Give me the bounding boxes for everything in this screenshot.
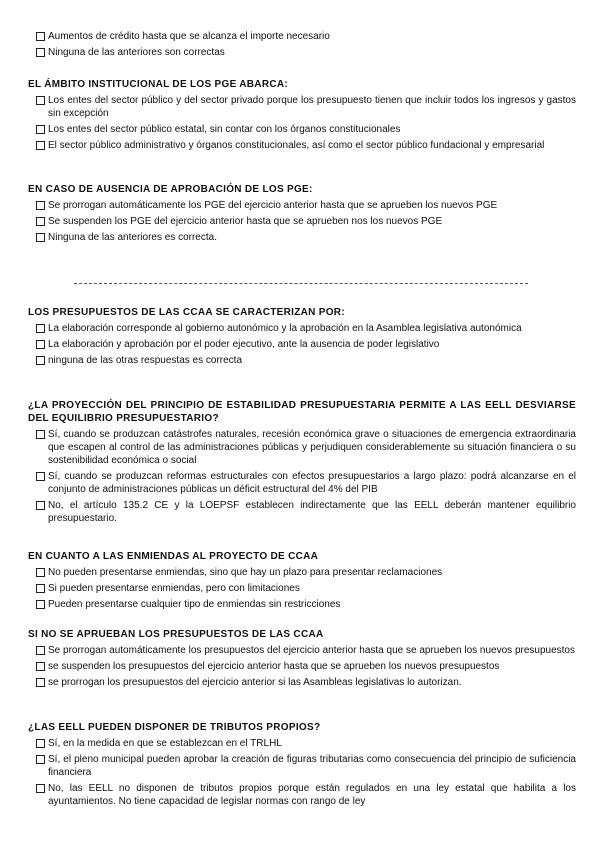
checkbox[interactable] <box>36 96 45 105</box>
option-text: Sí, cuando se produzcan catástrofes naturales, recesión económica grave o situaciones de emergencia extraordinaria que escapen al control de las administraciones públicas y perjudiquen considerablemente su situación financiera o su sostenibilidad económica o social <box>48 429 576 466</box>
checkbox[interactable] <box>36 217 45 226</box>
option-item <box>28 123 576 136</box>
question-title: EL ÁMBITO INSTITUCIONAL DE LOS PGE ABARCA: <box>28 79 289 90</box>
option-text: se suspenden los presupuestos del ejercicio anterior hasta que se aprueben los nuevos presupuestos <box>48 661 500 672</box>
checkbox[interactable] <box>36 584 45 593</box>
option-text: se prorrogan los presupuestos del ejercicio anterior si las Asambleas legislativas lo autorizan. <box>48 677 462 688</box>
top-options-block <box>28 30 576 62</box>
checkbox[interactable] <box>36 755 45 764</box>
top-options-list <box>28 30 576 59</box>
option-text: Ninguna de las anteriores son correctas <box>48 47 225 58</box>
checkbox[interactable] <box>36 430 45 439</box>
question-block <box>28 628 576 692</box>
checkbox[interactable] <box>36 646 45 655</box>
question-title: SI NO SE APRUEBAN LOS PRESUPUESTOS DE LAS CCAA <box>28 629 324 640</box>
option-item <box>28 753 576 779</box>
option-item <box>28 660 576 673</box>
option-text: Pueden presentarse cualquier tipo de enmiendas sin restricciones <box>48 599 341 610</box>
checkbox[interactable] <box>36 324 45 333</box>
checkbox[interactable] <box>36 233 45 242</box>
option-text: Ninguna de las anteriores es correcta. <box>48 232 217 243</box>
option-text: No, las EELL no disponen de tributos propios porque están regulados en una ley estatal que habilita a los ayuntamientos. No tiene capacidad de legislar normas con rango de ley <box>48 783 576 807</box>
option-item <box>28 30 576 43</box>
option-item <box>28 782 576 808</box>
option-text: ninguna de las otras respuestas es correcta <box>48 355 242 366</box>
option-text: No, el artículo 135.2 CE y la LOEPSF establecen indirectamente que las EELL deberán mantener equilibrio presupuestario. <box>48 500 576 524</box>
checkbox[interactable] <box>36 48 45 57</box>
option-item <box>28 598 576 611</box>
checkbox[interactable] <box>36 125 45 134</box>
option-item <box>28 582 576 595</box>
options-list <box>28 566 576 611</box>
option-item <box>28 199 576 212</box>
checkbox[interactable] <box>36 501 45 510</box>
checkbox[interactable] <box>36 568 45 577</box>
question-block <box>28 183 576 247</box>
option-text: La elaboración corresponde al gobierno autonómico y la aprobación en la Asamblea legislativa autonómica <box>48 323 522 334</box>
question-title: LOS PRESUPUESTOS DE LAS CCAA SE CARACTERIZAN POR: <box>28 307 345 318</box>
question-block <box>28 721 576 811</box>
option-item <box>28 94 576 120</box>
option-text: Los entes del sector público estatal, sin contar con los órganos constitucionales <box>48 124 401 135</box>
options-list <box>28 94 576 152</box>
checkbox[interactable] <box>36 600 45 609</box>
option-item <box>28 46 576 59</box>
options-list <box>28 644 576 689</box>
option-item <box>28 676 576 689</box>
checkbox[interactable] <box>36 739 45 748</box>
option-item <box>28 644 576 657</box>
option-text: Sí, el pleno municipal pueden aprobar la creación de figuras tributarias como consecuencia del principio de suficiencia financiera <box>48 754 576 778</box>
question-title: ¿LAS EELL PUEDEN DISPONER DE TRIBUTOS PROPIOS? <box>28 722 321 733</box>
option-text: Los entes del sector público y del sector privado porque los presupuesto tienen que incluir todos los ingresos y gastos sin excepción <box>48 95 576 119</box>
checkbox[interactable] <box>36 472 45 481</box>
checkbox[interactable] <box>36 784 45 793</box>
options-list <box>28 428 576 525</box>
option-item <box>28 338 576 351</box>
checkbox[interactable] <box>36 662 45 671</box>
option-item <box>28 215 576 228</box>
checkbox[interactable] <box>36 340 45 349</box>
option-text: El sector público administrativo y órganos constitucionales, así como el sector público fundacional y empresarial <box>48 140 545 151</box>
question-block <box>28 78 576 155</box>
checkbox[interactable] <box>36 201 45 210</box>
option-item <box>28 428 576 467</box>
options-list <box>28 737 576 808</box>
question-title: EN CUANTO A LAS ENMIENDAS AL PROYECTO DE CCAA <box>28 551 319 562</box>
checkbox[interactable] <box>36 141 45 150</box>
option-item <box>28 231 576 244</box>
options-list <box>28 322 576 367</box>
option-text: La elaboración y aprobación por el poder ejecutivo, ante la ausencia de poder legislativo <box>48 339 440 350</box>
option-item <box>28 566 576 579</box>
option-item <box>28 737 576 750</box>
question-block <box>28 306 576 370</box>
question-title: ¿LA PROYECCIÓN DEL PRINCIPIO DE ESTABILIDAD PRESUPUESTARIA PERMITE A LAS EELL DESVIARSE DEL EQUILIBRIO PRESUPUESTARIO? <box>28 400 576 424</box>
option-item <box>28 499 576 525</box>
checkbox[interactable] <box>36 356 45 365</box>
option-text: Si pueden presentarse enmiendas, pero con limitaciones <box>48 583 300 594</box>
option-text: No pueden presentarse enmiendas, sino que hay un plazo para presentar reclamaciones <box>48 567 443 578</box>
option-item <box>28 139 576 152</box>
question-title: EN CASO DE AUSENCIA DE APROBACIÓN DE LOS PGE: <box>28 184 313 195</box>
option-item <box>28 322 576 335</box>
checkbox[interactable] <box>36 32 45 41</box>
option-text: Se prorrogan automáticamente los presupuestos del ejercicio anterior hasta que se aprueben los nuevos presupuestos <box>48 645 575 656</box>
option-item <box>28 354 576 367</box>
checkbox[interactable] <box>36 678 45 687</box>
option-text: Sí, cuando se produzcan reformas estructurales con efectos presupuestarios a largo plazo: podrá alcanzarse en el conjunto de administraciones públicas un déficit estructural del 4% del PIB <box>48 471 576 495</box>
section-divider <box>74 283 528 284</box>
option-item <box>28 470 576 496</box>
question-block <box>28 399 576 528</box>
option-text: Se prorrogan automáticamente los PGE del ejercicio anterior hasta que se aprueben los nuevos PGE <box>48 200 498 211</box>
question-block <box>28 550 576 614</box>
option-text: Se suspenden los PGE del ejercicio anterior hasta que se aprueben nos los nuevos PGE <box>48 216 443 227</box>
options-list <box>28 199 576 244</box>
option-text: Sí, en la medida en que se establezcan en el TRLHL <box>48 738 282 749</box>
option-text: Aumentos de crédito hasta que se alcanza el importe necesario <box>48 31 330 42</box>
